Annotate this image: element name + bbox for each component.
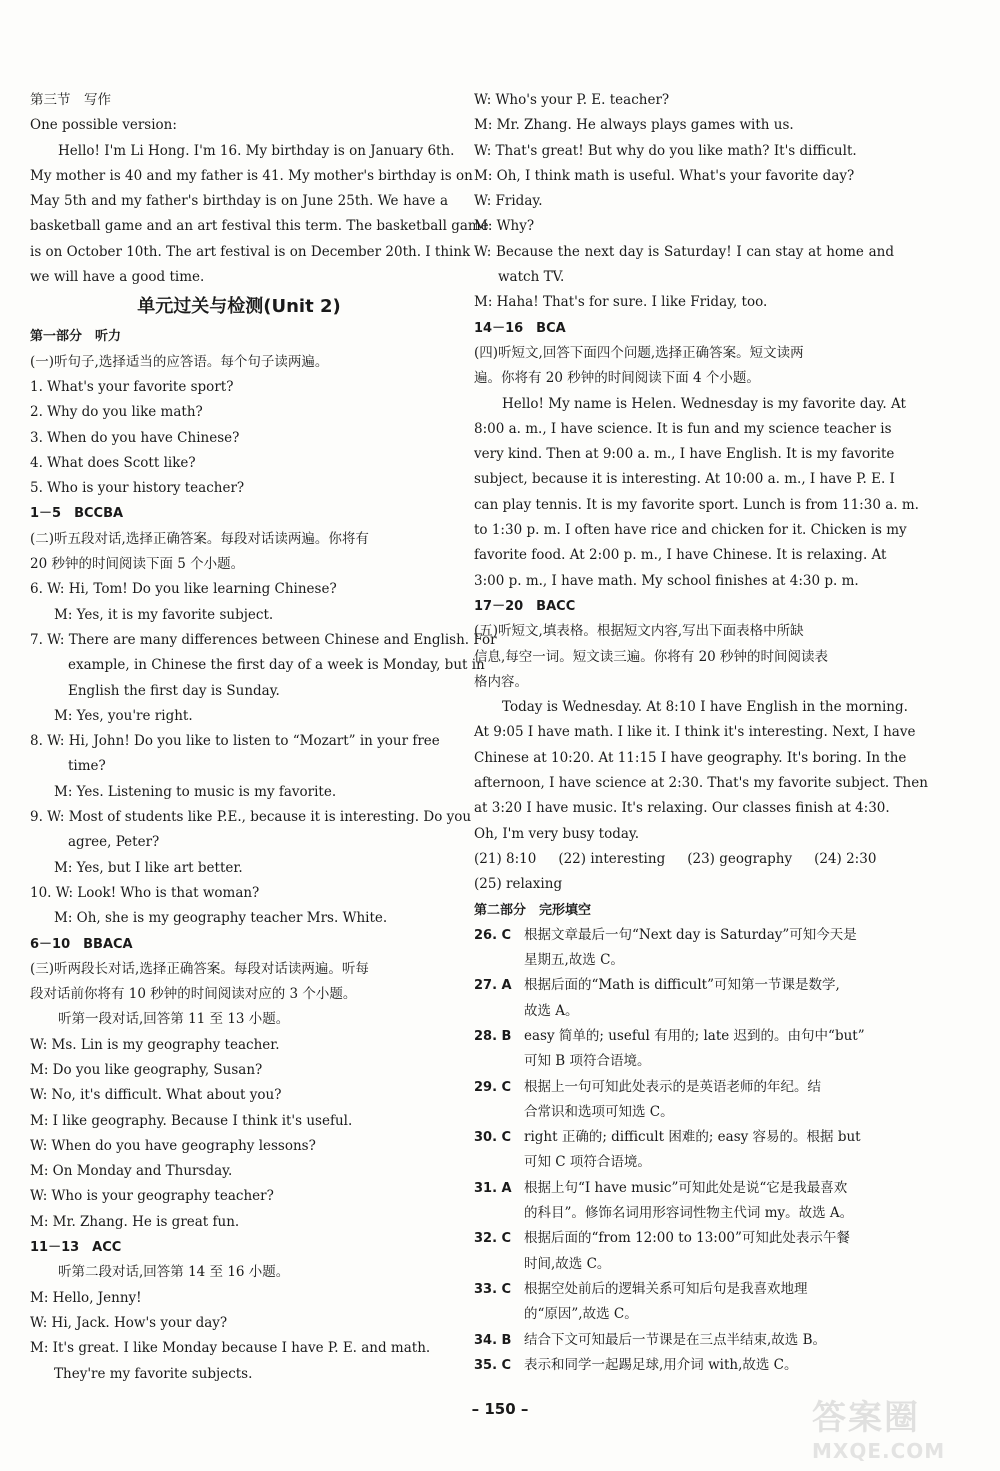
- dialogue2: [30, 1286, 448, 1387]
- cloze-explanation: 可知 B 项符合语境。: [524, 1053, 651, 1070]
- dialogue-line: W: Ms. Lin is my geography teacher.: [30, 1036, 280, 1053]
- watermark-logo-text: 答案圈: [812, 1398, 920, 1438]
- dialogue-line: watch TV.: [498, 269, 565, 286]
- section1-intro: (一)听句子,选择适当的应答语。每个句子读两遍。: [30, 353, 329, 370]
- fill-answers: [474, 847, 894, 872]
- cloze-answer-number: [474, 1302, 524, 1327]
- page-number: – 150 –: [471, 1400, 529, 1418]
- section2-intro: (二)听五段对话,选择正确答案。每段对话读两遍。你将有: [30, 530, 369, 547]
- cloze-answer-number: [474, 1100, 524, 1125]
- passage-line: subject, because it is interesting. At 10:00 a. m., I have P. E. I: [474, 471, 895, 488]
- section5-intro: 信息,每空一词。短文读三遍。你将有 20 秒钟的时间阅读表: [474, 648, 829, 665]
- cloze-explanation: right 正确的; difficult 困难的; easy 容易的。根据 but: [524, 1129, 861, 1146]
- dialogue-line: M: I like geography. Because I think it's useful.: [30, 1112, 353, 1129]
- cloze-explanation: easy 简单的; useful 有用的; late 迟到的。由句中“but”: [524, 1027, 865, 1044]
- cloze-explanation: 结合下文可知最后一节课是在三点半结束,故选 B。: [524, 1331, 827, 1348]
- section2-dialogues: [30, 577, 497, 931]
- dialogue-line: M: Oh, I think math is useful. What's your favorite day?: [474, 167, 855, 184]
- cloze-explanation: 根据上句“I have music”可知此处是说“它是我最喜欢: [524, 1179, 848, 1196]
- answer-6-10: 6－10 BBACA: [30, 936, 133, 952]
- question-item: 5. Who is your history teacher?: [30, 480, 245, 497]
- cloze-answer-number: [474, 999, 524, 1024]
- passage-line: 3:00 p. m., I have math. My school finishes at 4:30 p. m.: [474, 572, 859, 589]
- cloze-answer-row: [474, 923, 894, 948]
- fill-answer: (25) relaxing: [474, 876, 563, 893]
- dialogue-line: W: No, it's difficult. What about you?: [30, 1087, 282, 1104]
- dialogue-line: M: It's great. I like Monday because I have P. E. and math.: [30, 1340, 431, 1357]
- cloze-answer-row: [474, 1252, 894, 1277]
- section4-passage: [474, 392, 919, 594]
- dialogue-line: 6. W: Hi, Tom! Do you like learning Chinese?: [30, 581, 337, 598]
- dialogue-line: 10. W: Look! Who is that woman?: [30, 884, 260, 901]
- cloze-answer-row: [474, 1302, 894, 1327]
- section3-intro: 段对话前你将有 10 秒钟的时间阅读对应的 3 个小题。: [30, 986, 357, 1003]
- fill-answer: (22) interesting: [558, 850, 666, 867]
- dialogue-line: M: Mr. Zhang. He always plays games with us.: [474, 117, 794, 134]
- cloze-answer-row: [474, 1226, 894, 1251]
- cloze-answer-number: [474, 1049, 524, 1074]
- dialogue-line: M: Oh, she is my geography teacher Mrs. White.: [54, 910, 388, 927]
- dialogue-line: M: Yes, it is my favorite subject.: [54, 606, 274, 623]
- passage-line: can play tennis. It is my favorite sport. Lunch is from 11:30 a. m.: [474, 496, 919, 513]
- cloze-answer-number: 32. C: [474, 1231, 512, 1247]
- answer-14-16: 14－16 BCA: [474, 320, 566, 336]
- dialogue-line: English the first day is Sunday.: [68, 682, 280, 699]
- passage-line: very kind. Then at 9:00 a. m., I have English. It is my favorite: [474, 446, 895, 463]
- section3-intro: (三)听两段长对话,选择正确答案。每段对话读两遍。听每: [30, 960, 369, 977]
- fill-answer: (21) 8:10: [474, 850, 537, 867]
- cloze-answer-row: [474, 1024, 894, 1049]
- dialogue-line: W: Who's your P. E. teacher?: [474, 92, 670, 108]
- cloze-explanation: 根据上一句可知此处表示的是英语老师的年纪。结: [524, 1078, 821, 1095]
- dialogue-line: W: Who is your geography teacher?: [30, 1188, 274, 1205]
- dialogue-line: W: Because the next day is Saturday! I can stay at home and: [474, 243, 894, 260]
- passage-line: 8:00 a. m., I have science. It is fun and my science teacher is: [474, 420, 892, 437]
- cloze-explanation: 故选 A。: [524, 1002, 579, 1019]
- cloze-answer-row: [474, 1049, 894, 1074]
- dialogue-line: M: On Monday and Thursday.: [30, 1163, 233, 1180]
- section5-intro: (五)听短文,填表格。根据短文内容,写出下面表格中所缺: [474, 623, 804, 640]
- section5-intro: 格内容。: [474, 673, 528, 690]
- fill-answer: (23) geography: [687, 850, 793, 867]
- cloze-answer-row: [474, 948, 894, 973]
- passage-line: favorite food. At 2:00 p. m., I have Chinese. It is relaxing. At: [474, 547, 887, 564]
- dialogue2-intro: 听第二段对话,回答第 14 至 16 小题。: [58, 1264, 290, 1281]
- dialogue-line: M: Yes, you're right.: [54, 707, 193, 724]
- cloze-explanation: 根据后面的“Math is difficult”可知第一节课是数学,: [524, 977, 840, 994]
- cloze-explanation: 根据后面的“from 12:00 to 13:00”可知此处表示午餐: [524, 1230, 850, 1247]
- cloze-answer-number: [474, 1252, 524, 1277]
- dialogue-line: W: Hi, Jack. How's your day?: [30, 1314, 228, 1331]
- cloze-answer-number: 29. C: [474, 1079, 512, 1095]
- cloze-answer-row: [474, 1075, 894, 1100]
- cloze-explanation: 可知 C 项符合语境。: [524, 1154, 651, 1171]
- cloze-answer-number: 28. B: [474, 1028, 512, 1044]
- dialogue-line: 9. W: Most of students like P.E., because it is interesting. Do you: [30, 809, 472, 826]
- essay-line: basketball game and an art festival this term. The basketball game: [30, 218, 489, 235]
- dialogue1: [30, 1033, 448, 1235]
- cloze-explanation: 根据文章最后一句“Next day is Saturday”可知今天是: [524, 926, 857, 943]
- dialogue-line: W: Friday.: [474, 193, 543, 210]
- cloze-answer-number: 33. C: [474, 1281, 512, 1297]
- cloze-explanation: 星期五,故选 C。: [524, 952, 624, 969]
- question-item: 1. What's your favorite sport?: [30, 378, 234, 395]
- section5-passage: [474, 695, 928, 847]
- essay: [30, 139, 489, 291]
- answer-1-5: 1－5 BCCBA: [30, 506, 124, 522]
- section1-items: [30, 375, 448, 501]
- cloze-answer-row: [474, 1100, 894, 1125]
- right-column: [474, 88, 928, 1378]
- section2-intro: 20 秒钟的时间阅读下面 5 个小题。: [30, 556, 245, 573]
- dialogue-line: 7. W: There are many differences between Chinese and English. For: [30, 631, 497, 648]
- dialogue1-intro: 听第一段对话,回答第 11 至 13 小题。: [58, 1011, 290, 1028]
- cloze-explanation: 表示和同学一起踢足球,用介词 with,故选 C。: [524, 1356, 798, 1373]
- fill-answer: (24) 2:30: [814, 850, 877, 867]
- cloze-explanation: 根据空处前后的逻辑关系可知后句是我喜欢地理: [524, 1280, 808, 1297]
- unit-title: 单元过关与检测(Unit 2): [137, 296, 341, 318]
- dialogue-line: time?: [68, 758, 106, 775]
- cloze-answer-row: [474, 999, 894, 1024]
- cloze-answer-row: [474, 1328, 894, 1353]
- cloze-answer-row: [474, 1353, 894, 1378]
- passage-line: afternoon, I have science at 2:30. That's my favorite subject. Then: [474, 775, 928, 792]
- essay-line: is on October 10th. The art festival is on December 20th. I think: [30, 243, 471, 260]
- passage-line: Today is Wednesday. At 8:10 I have English in the morning.: [502, 699, 908, 716]
- cloze-answers: [474, 923, 894, 1378]
- cloze-answer-number: 26. C: [474, 927, 512, 943]
- dialogue-line: 8. W: Hi, John! Do you like to listen to “Mozart” in your free: [30, 733, 440, 750]
- dialogue-line: M: Do you like geography, Susan?: [30, 1061, 263, 1078]
- dialogue-line: agree, Peter?: [68, 834, 160, 851]
- passage-line: Hello! My name is Helen. Wednesday is my favorite day. At: [502, 395, 906, 412]
- cloze-answer-number: [474, 948, 524, 973]
- dialogue2-continued: [474, 88, 894, 316]
- essay-line: we will have a good time.: [30, 269, 205, 286]
- passage-line: Oh, I'm very busy today.: [474, 825, 640, 842]
- section4-intro: 遍。你将有 20 秒钟的时间阅读下面 4 个小题。: [474, 370, 760, 387]
- part1-heading: 第一部分 听力: [30, 329, 122, 345]
- answer-17-20: 17－20 BACC: [474, 598, 576, 614]
- cloze-answer-row: [474, 973, 894, 998]
- dialogue-line: They're my favorite subjects.: [54, 1365, 253, 1382]
- cloze-answer-row: [474, 1176, 894, 1201]
- cloze-explanation: 的“原因”,故选 C。: [524, 1306, 638, 1323]
- cloze-explanation: 合常识和选项可知选 C。: [524, 1103, 674, 1120]
- cloze-explanation: 时间,故选 C。: [524, 1255, 611, 1272]
- cloze-answer-number: 35. C: [474, 1357, 512, 1373]
- dialogue-line: M: Yes, but I like art better.: [54, 859, 243, 876]
- question-item: 4. What does Scott like?: [30, 454, 196, 471]
- question-item: 3. When do you have Chinese?: [30, 429, 240, 446]
- cloze-answer-row: [474, 1201, 894, 1226]
- cloze-answer-number: [474, 1201, 524, 1226]
- dialogue-line: W: When do you have geography lessons?: [30, 1137, 316, 1154]
- writing-intro: One possible version:: [30, 117, 177, 134]
- cloze-answer-number: [474, 1150, 524, 1175]
- writing-heading: 第三节 写作: [30, 92, 111, 108]
- essay-line: My mother is 40 and my father is 41. My mother's birthday is on: [30, 167, 473, 184]
- watermark-logo: [812, 1390, 992, 1465]
- answer-11-13: 11－13 ACC: [30, 1240, 122, 1256]
- passage-line: to 1:30 p. m. I often have rice and chicken for it. Chicken is my: [474, 522, 907, 539]
- cloze-answer-number: 31. A: [474, 1180, 512, 1196]
- dialogue-line: M: Hello, Jenny!: [30, 1289, 142, 1306]
- dialogue-line: example, in Chinese the first day of a week is Monday, but in: [68, 657, 485, 674]
- dialogue-line: W: That's great! But why do you like math? It's difficult.: [474, 142, 857, 159]
- cloze-answer-number: 34. B: [474, 1332, 512, 1348]
- passage-line: at 3:20 I have music. It's relaxing. Our classes finish at 4:30.: [474, 800, 890, 817]
- cloze-answer-row: [474, 1125, 894, 1150]
- dialogue-line: M: Yes. Listening to music is my favorite.: [54, 783, 337, 800]
- passage-line: At 9:05 I have math. I like it. I think it's interesting. Next, I have: [474, 724, 916, 741]
- watermark-url: MXQE.COM: [812, 1439, 946, 1463]
- essay-line: May 5th and my father's birthday is on June 25th. We have a: [30, 193, 448, 210]
- section4-intro: (四)听短文,回答下面四个问题,选择正确答案。短文读两: [474, 344, 804, 361]
- cloze-answer-row: [474, 1150, 894, 1175]
- dialogue-line: M: Why?: [474, 218, 535, 235]
- passage-line: Chinese at 10:20. At 11:15 I have geography. It's boring. In the: [474, 749, 907, 766]
- essay-line: Hello! I'm Li Hong. I'm 16. My birthday is on January 6th.: [58, 142, 455, 159]
- dialogue-line: M: Mr. Zhang. He is great fun.: [30, 1213, 240, 1230]
- dialogue-line: M: Haha! That's for sure. I like Friday, too.: [474, 294, 768, 311]
- cloze-answer-row: [474, 1277, 894, 1302]
- cloze-explanation: 的科目”。修饰名词用形容词性物主代词 my。故选 A。: [524, 1205, 854, 1222]
- cloze-answer-number: 30. C: [474, 1130, 512, 1146]
- question-item: 2. Why do you like math?: [30, 404, 203, 421]
- cloze-answer-number: 27. A: [474, 978, 512, 994]
- part2-heading: 第二部分 完形填空: [474, 902, 592, 918]
